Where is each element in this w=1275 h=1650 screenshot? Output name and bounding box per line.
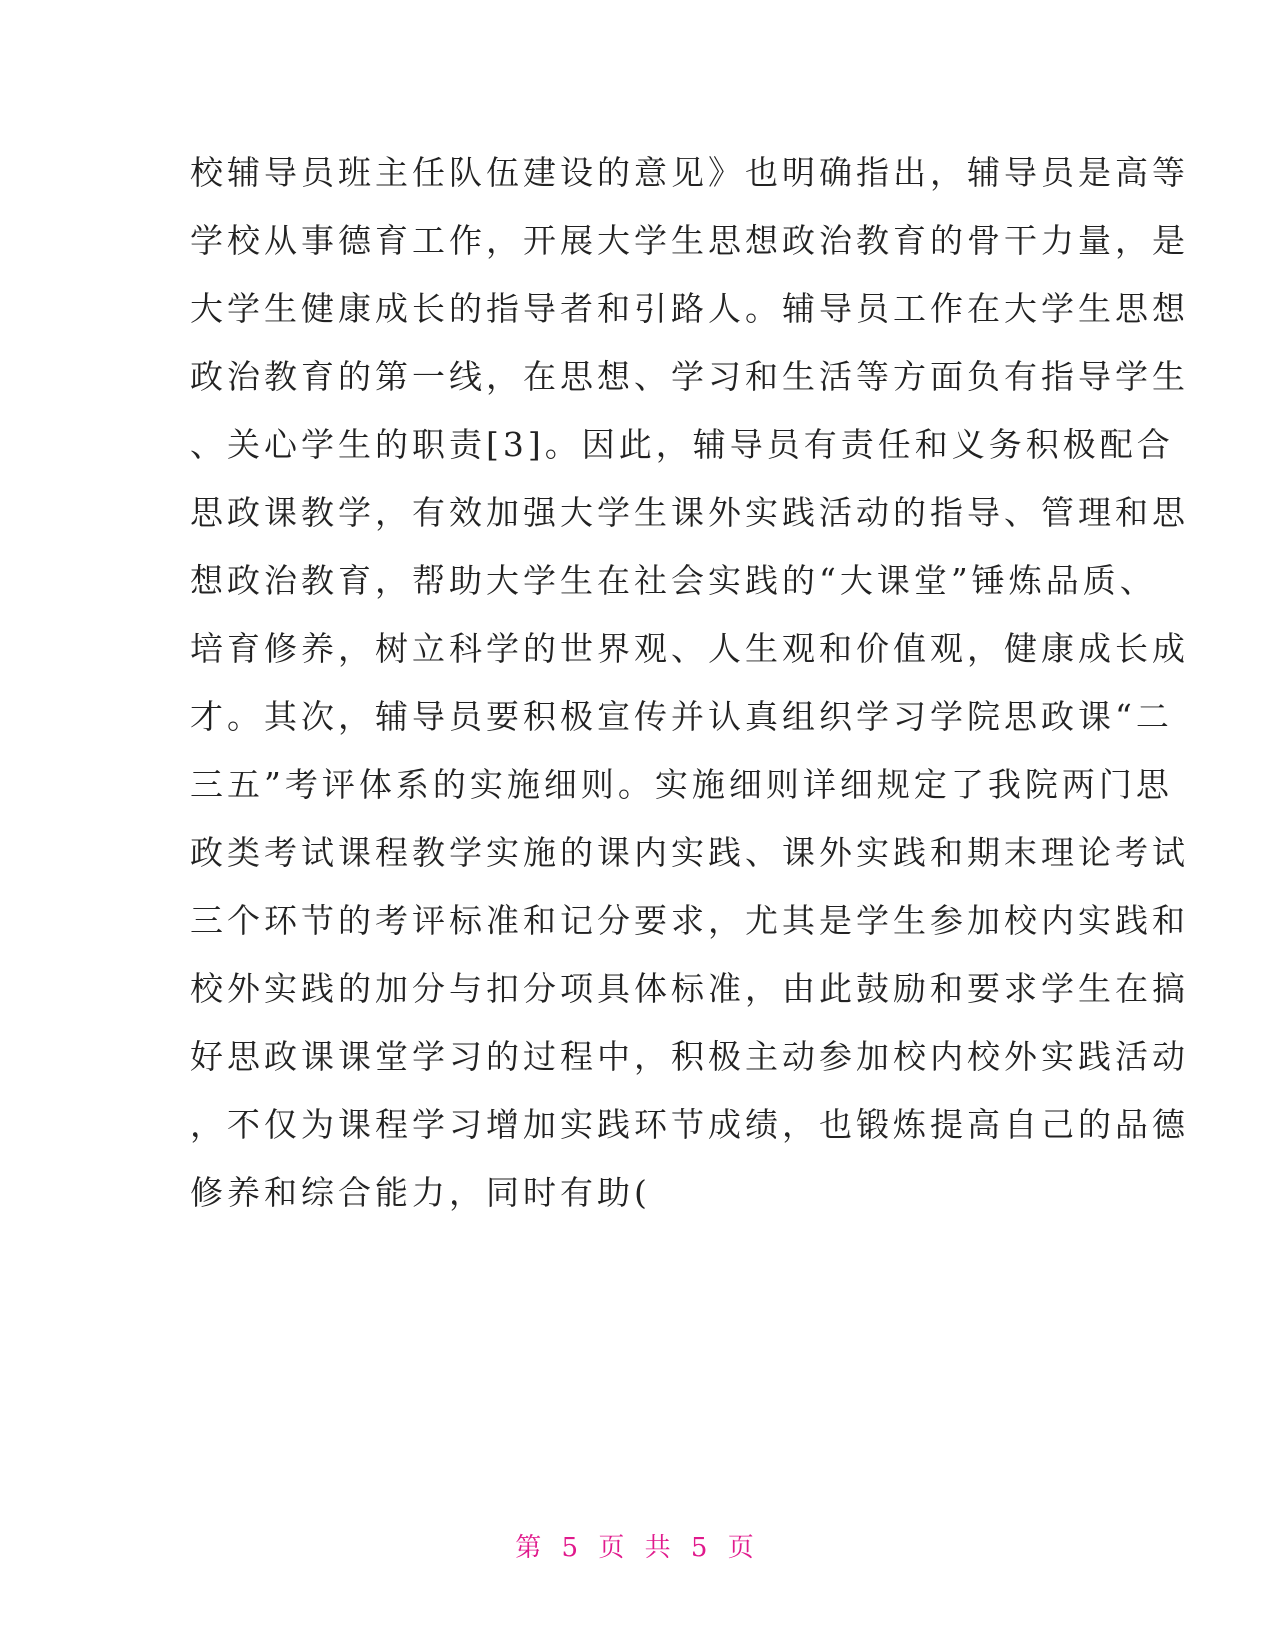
text-line: 三个环节的考评标准和记分要求，尤其是学生参加校内实践和: [190, 901, 1189, 940]
text-line: 、关心学生的职责[3]。因此，辅导员有责任和义务积极配合: [190, 425, 1174, 464]
text-line: 大学生健康成长的指导者和引路人。辅导员工作在大学生思想: [190, 289, 1189, 328]
text-line: 政治教育的第一线，在思想、学习和生活等方面负有指导学生: [190, 357, 1189, 396]
text-line: 培育修养，树立科学的世界观、人生观和价值观，健康成长成: [190, 629, 1189, 668]
document-body: [190, 139, 1189, 1227]
text-line: 三五”考评体系的实施细则。实施细则详细规定了我院两门思: [190, 765, 1173, 804]
text-line: 学校从事德育工作，开展大学生思想政治教育的骨干力量，是: [190, 221, 1189, 260]
text-line: 才。其次，辅导员要积极宣传并认真组织学习学院思政课“二: [190, 697, 1173, 736]
text-line: ，不仅为课程学习增加实践环节成绩，也锻炼提高自己的品德: [190, 1105, 1189, 1144]
text-line: 思政课教学，有效加强大学生课外实践活动的指导、管理和思: [190, 493, 1189, 532]
page-number-footer: 第 5 页 共 5 页: [515, 1533, 760, 1563]
text-line: 校外实践的加分与扣分项具体标准，由此鼓励和要求学生在搞: [190, 969, 1189, 1008]
text-line-last: 修养和综合能力，同时有助(: [190, 1173, 651, 1212]
text-line: 好思政课课堂学习的过程中，积极主动参加校内校外实践活动: [190, 1037, 1189, 1076]
text-line: 校辅导员班主任队伍建设的意见》也明确指出，辅导员是高等: [190, 153, 1189, 192]
text-line: 想政治教育，帮助大学生在社会实践的“大课堂”锤炼品质、: [190, 561, 1157, 600]
text-line: 政类考试课程教学实施的课内实践、课外实践和期末理论考试: [190, 833, 1189, 872]
